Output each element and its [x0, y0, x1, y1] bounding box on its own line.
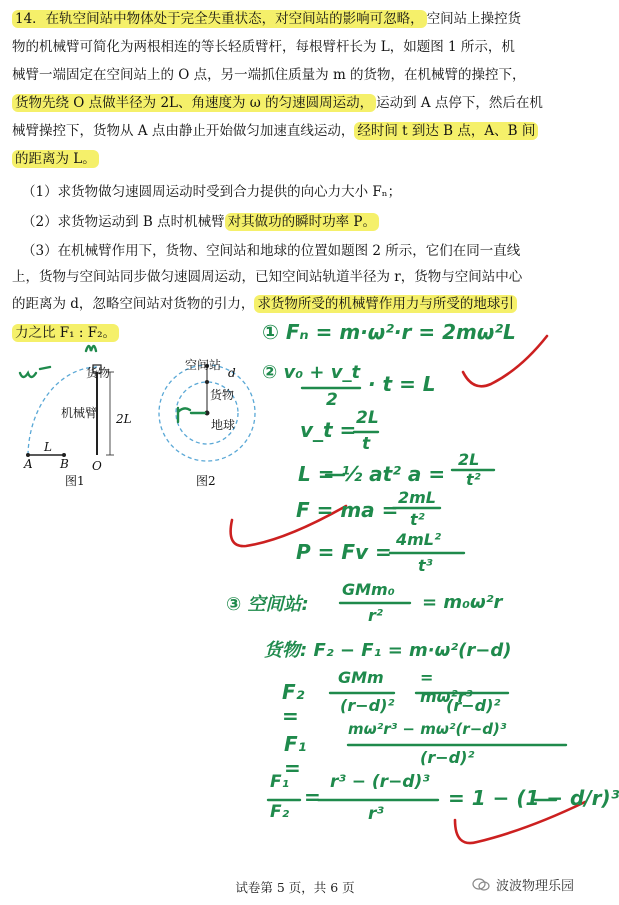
- fig2-d-label: d: [228, 366, 236, 380]
- fig2-earth-label: 地球: [211, 418, 236, 432]
- fig1-2l-label: 2L: [116, 412, 132, 426]
- fig2-station-label: 空间站: [185, 358, 222, 372]
- sol-3b: 货物: F₂ − F₁ = m·ω²(r−d): [264, 640, 512, 661]
- highlight-1: 14．在轨空间站中物体处于完全失重状态，对空间站的影响可忽略，: [12, 10, 427, 28]
- sol-3e-num2: r³ − (r−d)³: [330, 772, 430, 792]
- problem-line-1: 14．在轨空间站中物体处于完全失重状态，对空间站的影响可忽略， 空间站上操控货: [12, 10, 521, 28]
- sol-2b-num: 2L: [356, 408, 379, 428]
- sol-2a-rest: · t = L: [368, 372, 436, 396]
- sol-2c: L = ½ at² a =: [298, 462, 446, 486]
- question-2: （2）求货物运动到 B 点时机械臂 对其做功的瞬时功率 P。: [22, 213, 379, 231]
- highlight-7: 力之比 F₁ : F₂。: [12, 324, 119, 342]
- sol-2d-den: t²: [410, 510, 425, 529]
- page-footer: 试卷第 5 页，共 6 页: [235, 880, 355, 895]
- sol-2b-lhs: v_t =: [300, 418, 357, 442]
- fig1-point-o: O: [92, 459, 102, 473]
- sol-3a-label: ③ 空间站:: [226, 594, 309, 615]
- watermark: [472, 875, 574, 894]
- sol-3a-den: r²: [368, 606, 383, 625]
- sol-2d-num: 2mL: [398, 488, 436, 507]
- sol-3c-den2: (r−d)²: [446, 696, 501, 715]
- highlight-3: 经时间 t 到达 B 点，A、B 间: [354, 122, 538, 140]
- figure-2: [159, 364, 255, 461]
- problem-line-2: 物的机械臂可简化为两根相连的等长轻质臂杆，每根臂杆长为 L，如题图 1 所示，机: [12, 39, 515, 55]
- problem-line-3: 械臂一端固定在空间站上的 O 点，另一端抓住质量为 m 的货物，在机械臂的操控下，: [12, 67, 526, 83]
- sol-3c-num2: = mω²r³: [420, 668, 473, 706]
- fig1-l-label: L: [44, 440, 52, 454]
- fig1-cargo-label: 货物: [86, 366, 111, 380]
- sol-2e-den: t³: [418, 556, 433, 575]
- problem-line-5: 械臂操控下，货物从 A 点由静止开始做匀加速直线运动， 经时间 t 到达 B 点，A、B 间: [12, 122, 538, 140]
- sol-2c-num: 2L: [458, 450, 480, 469]
- sol-2a-num: ② v₀ + v_t: [262, 362, 361, 383]
- highlight-2: 货物先绕 O 点做半径为 2L、角速度为 ω 的匀速圆周运动，: [12, 94, 376, 112]
- sol-2e: P = Fv =: [296, 540, 392, 564]
- problem-line-4: 货物先绕 O 点做半径为 2L、角速度为 ω 的匀速圆周运动， 运动到 A 点停下，然后在机: [12, 94, 543, 112]
- question-3-line-2: 上，货物与空间站同步做匀速圆周运动，已知空间站轨道半径为 r，货物与空间站中心: [12, 269, 523, 285]
- question-3-line-1: （3）在机械臂作用下，货物、空间站和地球的位置如题图 2 所示，它们在同一直线: [22, 243, 521, 259]
- sol-3d-num: mω²r³ − mω²(r−d)³: [348, 720, 507, 738]
- sol-3d-lhs: F₁ =: [284, 732, 307, 780]
- sol-2e-num: 4mL²: [396, 530, 442, 549]
- highlight-6: 求货物所受的机械臂作用力与所受的地球引: [254, 295, 517, 313]
- sol-3e-den2: r³: [368, 804, 384, 824]
- sol-3c-num1: GMm: [338, 668, 384, 687]
- sol-2b-den: t: [362, 434, 371, 454]
- sol-2d: F = ma =: [296, 498, 399, 522]
- fig2-cargo-label: 货物: [210, 388, 235, 402]
- fig1-point-b: B: [60, 457, 69, 471]
- sol-1: ① Fₙ = m·ω²·r = 2mω²L: [262, 320, 516, 344]
- sol-3e-num1: F₁: [270, 772, 290, 792]
- sol-3e-rhs: = 1 − (1 − d/r)³: [448, 786, 619, 810]
- sol-3a-num: GMm₀: [342, 580, 395, 599]
- sol-3d-den: (r−d)²: [420, 748, 475, 767]
- question-3-line-3: 的距离为 d，忽略空间站对货物的引力， 求货物所受的机械臂作用力与所受的地球引: [12, 295, 517, 313]
- fig1-point-a: A: [24, 457, 33, 471]
- sol-3e-den1: F₂: [270, 802, 290, 822]
- sol-3e-eq: =: [304, 785, 321, 809]
- fig1-arm-label: 机械臂: [61, 406, 98, 420]
- question-1: （1）求货物做匀速圆周运动时受到合力提供的向心力大小 Fₙ；: [22, 184, 402, 200]
- fig2-caption: 图2: [196, 474, 216, 488]
- sol-2c-den: t²: [466, 470, 481, 489]
- highlight-5: 对其做功的瞬时功率 P。: [225, 213, 379, 231]
- chat-bubble-icon: [472, 878, 490, 892]
- sol-3c-den1: (r−d)²: [340, 696, 395, 715]
- highlight-4: 的距离为 L。: [12, 150, 99, 168]
- sol-2a-den: 2: [326, 390, 338, 410]
- fig1-caption: 图1: [65, 474, 85, 488]
- sol-3a-rhs: = m₀ω²r: [422, 592, 503, 613]
- watermark-text: 波波物理乐园: [495, 879, 574, 894]
- sol-3c-lhs: F₂ =: [282, 680, 305, 728]
